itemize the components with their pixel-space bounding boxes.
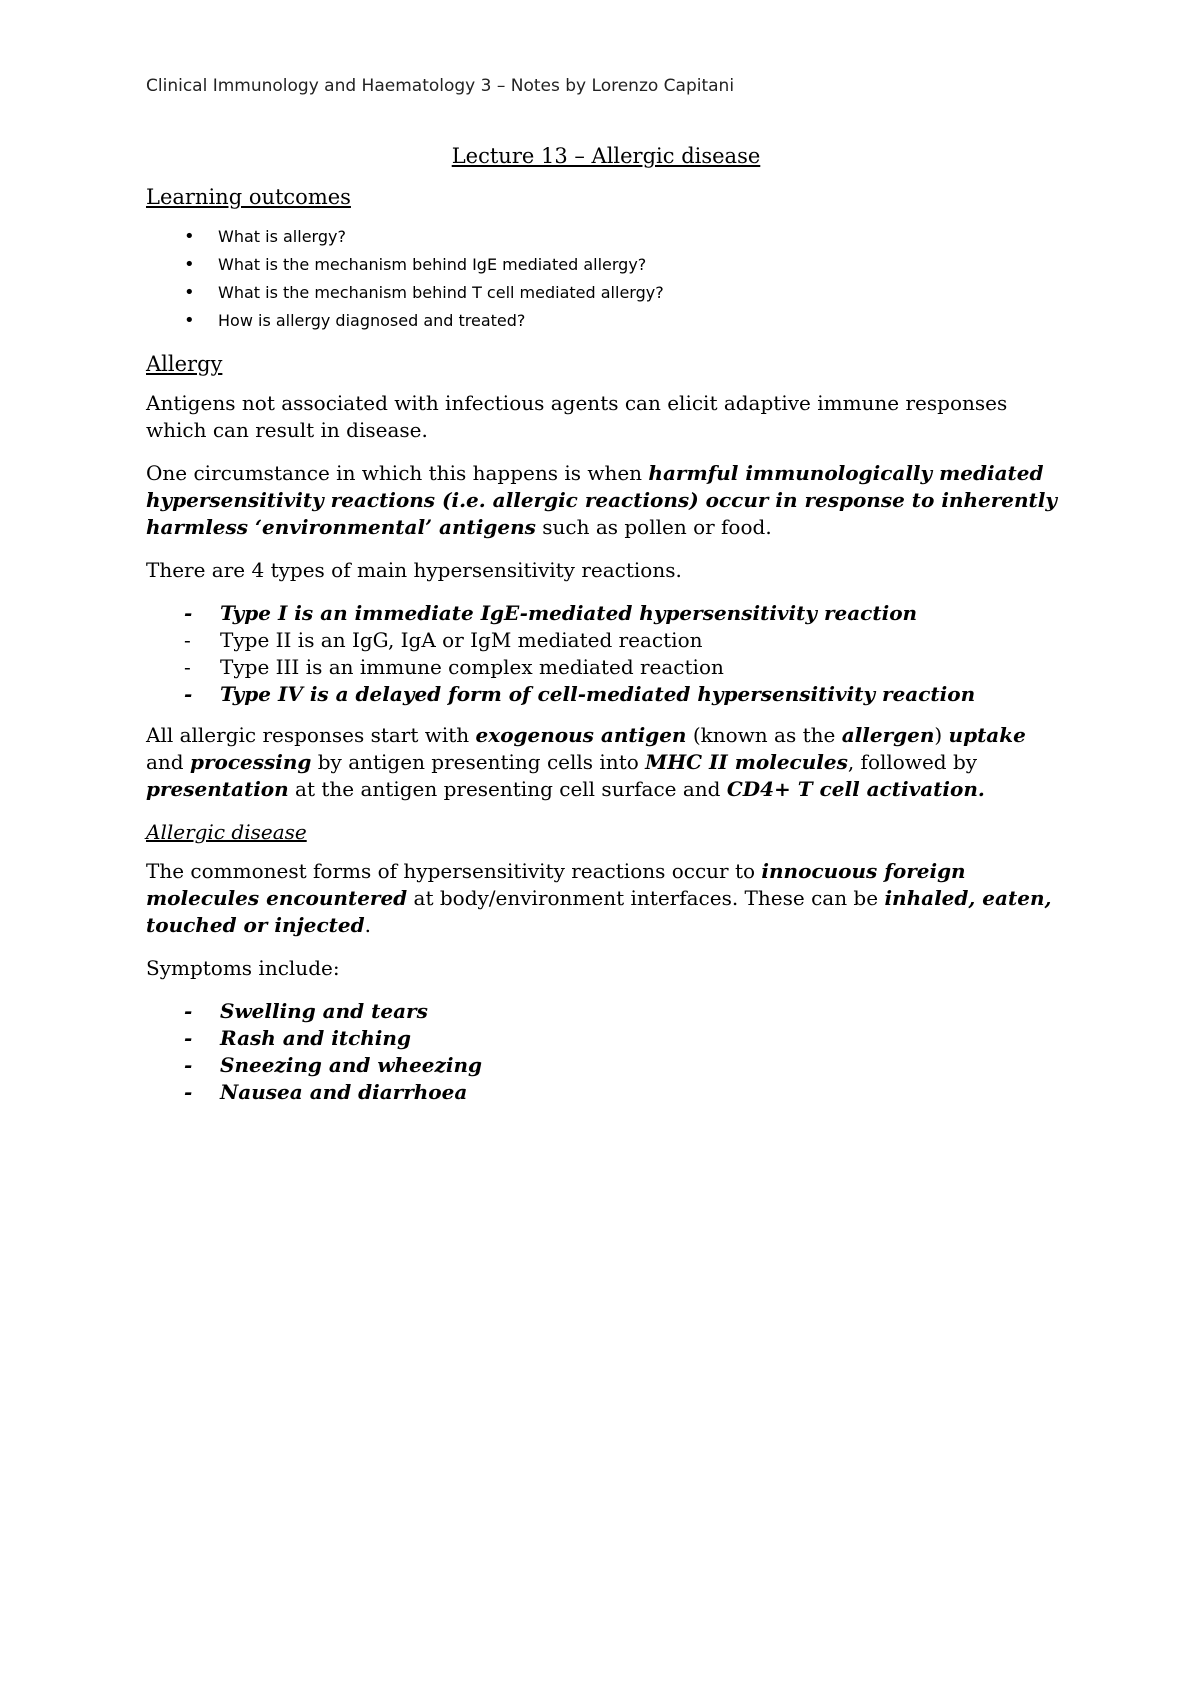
learning-outcomes-heading: Learning outcomes — [146, 185, 351, 209]
emphasis-text: uptake — [948, 723, 1026, 747]
emphasis-text: inhaled, eaten, touched or injected — [146, 886, 1052, 937]
text-run: One circumstance in which this happens is when — [146, 461, 649, 485]
document-body — [146, 143, 1066, 1120]
list-item: - Type III is an immune complex mediated reaction — [220, 654, 1066, 681]
list-item: • How is allergy diagnosed and treated? — [218, 307, 1066, 335]
allergy-paragraph-3: There are 4 types of main hypersensitivity reactions. — [146, 558, 682, 582]
text-run: . — [364, 913, 371, 937]
allergic-disease-paragraph — [146, 858, 1066, 939]
list-item: - Type I is an immediate IgE-mediated hypersensitivity reaction — [220, 600, 1066, 627]
list-item: - Sneezing and wheezing — [220, 1052, 1066, 1079]
lecture-title: Lecture 13 – Allergic disease — [451, 144, 761, 168]
text-run: such as pollen or food. — [535, 515, 772, 539]
list-item: - Nausea and diarrhoea — [220, 1079, 1066, 1106]
list-item: - Swelling and tears — [220, 998, 1066, 1025]
emphasis-text: CD4+ T cell activation — [726, 777, 978, 801]
emphasis-text: innocuous foreign molecules encountered — [146, 859, 966, 910]
hypersensitivity-types-list — [146, 600, 1066, 708]
emphasis-text: allergen — [841, 723, 935, 747]
page-header: Clinical Immunology and Haematology 3 – Notes by Lorenzo Capitani — [146, 76, 735, 96]
text-run: by antigen presenting cells into — [311, 750, 646, 774]
list-item: • What is allergy? — [218, 223, 1066, 251]
text-run: at the antigen presenting cell surface and — [288, 777, 727, 801]
text-run: . — [977, 777, 985, 801]
list-item: - Type II is an IgG, IgA or IgM mediated reaction — [220, 627, 1066, 654]
text-run: ) — [934, 723, 949, 747]
list-item: - Type IV is a delayed form of cell-mediated hypersensitivity reaction — [220, 681, 1066, 708]
allergy-paragraph-4 — [146, 722, 1066, 803]
emphasis-text: harmful immunologically mediated hypersensitivity reactions (i.e. allergic reactions) occur in response to inherently harmless ‘environmental’ antigens — [146, 461, 1057, 539]
text-run: All allergic responses start with — [146, 723, 476, 747]
symptoms-intro: Symptoms include: — [146, 956, 340, 980]
text-run: at body/environment interfaces. These can be — [407, 886, 885, 910]
symptoms-list — [146, 998, 1066, 1106]
list-item: • What is the mechanism behind T cell mediated allergy? — [218, 279, 1066, 307]
text-run: , followed by — [847, 750, 978, 774]
allergy-heading: Allergy — [146, 352, 223, 376]
text-run: and — [146, 750, 190, 774]
list-item: • What is the mechanism behind IgE mediated allergy? — [218, 251, 1066, 279]
text-run: (known as the — [686, 723, 842, 747]
allergic-disease-heading: Allergic disease — [146, 820, 307, 844]
emphasis-text: exogenous antigen — [475, 723, 687, 747]
emphasis-text: MHC II molecules — [645, 750, 848, 774]
list-item: - Rash and itching — [220, 1025, 1066, 1052]
emphasis-text: processing — [189, 750, 312, 774]
allergy-paragraph-2 — [146, 460, 1066, 541]
allergy-paragraph-1: Antigens not associated with infectious agents can elicit adaptive immune responses which can result in disease. — [146, 391, 1008, 442]
learning-outcomes-list — [146, 223, 1066, 335]
text-run: The commonest forms of hypersensitivity reactions occur to — [146, 859, 762, 883]
emphasis-text: presentation — [146, 777, 289, 801]
